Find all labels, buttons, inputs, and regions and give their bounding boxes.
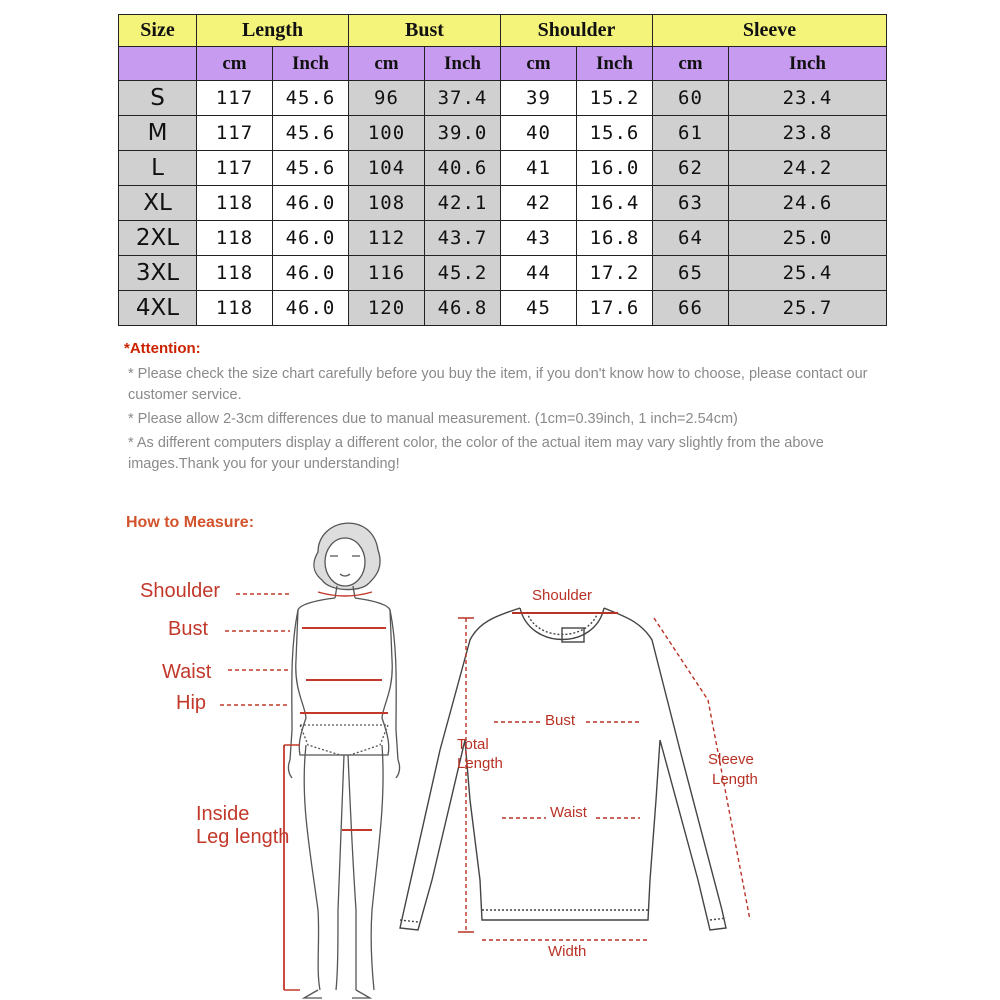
value-cell: 16.0 xyxy=(577,151,653,186)
shirt-drawing xyxy=(400,608,726,930)
value-cell: 39.0 xyxy=(425,116,501,151)
unit-header: cm xyxy=(653,47,729,81)
unit-header-blank xyxy=(119,47,197,81)
shirt-measure-lines xyxy=(458,613,750,940)
value-cell: 46.0 xyxy=(273,186,349,221)
label-total-length-1: Total xyxy=(457,736,489,753)
table-row xyxy=(119,256,887,291)
value-cell: 45.6 xyxy=(273,151,349,186)
value-cell: 42.1 xyxy=(425,186,501,221)
value-cell: 40.6 xyxy=(425,151,501,186)
value-cell: 45.2 xyxy=(425,256,501,291)
value-cell: 60 xyxy=(653,81,729,116)
value-cell: 66 xyxy=(653,291,729,326)
value-cell: 44 xyxy=(501,256,577,291)
size-cell: XL xyxy=(119,186,197,221)
value-cell: 63 xyxy=(653,186,729,221)
value-cell: 23.8 xyxy=(729,116,887,151)
attention-title: *Attention: xyxy=(124,340,201,357)
unit-header-row xyxy=(119,47,887,81)
table-row xyxy=(119,81,887,116)
table-row xyxy=(119,186,887,221)
note-measurement: * Please allow 2-3cm differences due to manual measurement. (1cm=0.39inch, 1 inch=2.54cm) xyxy=(128,411,738,427)
value-cell: 100 xyxy=(349,116,425,151)
unit-header: Inch xyxy=(577,47,653,81)
value-cell: 104 xyxy=(349,151,425,186)
value-cell: 108 xyxy=(349,186,425,221)
value-cell: 16.8 xyxy=(577,221,653,256)
value-cell: 118 xyxy=(197,221,273,256)
value-cell: 120 xyxy=(349,291,425,326)
value-cell: 64 xyxy=(653,221,729,256)
value-cell: 118 xyxy=(197,291,273,326)
value-cell: 45.6 xyxy=(273,81,349,116)
value-cell: 24.2 xyxy=(729,151,887,186)
label-shoulder-shirt: Shoulder xyxy=(532,587,593,604)
table-row xyxy=(119,221,887,256)
woman-figure xyxy=(288,523,399,998)
attention-notes xyxy=(128,364,898,478)
label-shoulder-body: Shoulder xyxy=(140,580,221,602)
label-sleeve-length-2: Length xyxy=(712,771,758,788)
value-cell: 62 xyxy=(653,151,729,186)
value-cell: 15.6 xyxy=(577,116,653,151)
table-row xyxy=(119,116,887,151)
unit-header: Inch xyxy=(273,47,349,81)
value-cell: 45 xyxy=(501,291,577,326)
value-cell: 43.7 xyxy=(425,221,501,256)
table-row xyxy=(119,291,887,326)
label-bust-shirt: Bust xyxy=(545,712,576,729)
table-row xyxy=(119,151,887,186)
size-cell: 3XL xyxy=(119,256,197,291)
size-header: Size xyxy=(119,15,197,47)
value-cell: 118 xyxy=(197,256,273,291)
size-cell: M xyxy=(119,116,197,151)
value-cell: 46.0 xyxy=(273,256,349,291)
value-cell: 42 xyxy=(501,186,577,221)
size-cell: L xyxy=(119,151,197,186)
value-cell: 46.0 xyxy=(273,291,349,326)
value-cell: 16.4 xyxy=(577,186,653,221)
value-cell: 117 xyxy=(197,81,273,116)
unit-header: cm xyxy=(501,47,577,81)
note-check-size: * Please check the size chart carefully before you buy the item, if you don't know how to choose, please contact our customer service. xyxy=(128,366,868,403)
value-cell: 25.4 xyxy=(729,256,887,291)
how-to-measure-title: How to Measure: xyxy=(126,514,255,531)
label-width-shirt: Width xyxy=(548,943,587,960)
value-cell: 15.2 xyxy=(577,81,653,116)
size-cell: 4XL xyxy=(119,291,197,326)
value-cell: 17.6 xyxy=(577,291,653,326)
size-cell: 2XL xyxy=(119,221,197,256)
label-inside-leg-2: Leg length xyxy=(196,826,290,848)
bust-header: Bust xyxy=(349,15,501,47)
value-cell: 117 xyxy=(197,116,273,151)
value-cell: 23.4 xyxy=(729,81,887,116)
value-cell: 46.8 xyxy=(425,291,501,326)
label-bust-body: Bust xyxy=(168,618,209,640)
value-cell: 24.6 xyxy=(729,186,887,221)
unit-header: cm xyxy=(349,47,425,81)
length-header: Length xyxy=(197,15,349,47)
table-header-row xyxy=(119,15,887,47)
value-cell: 43 xyxy=(501,221,577,256)
shoulder-header: Shoulder xyxy=(501,15,653,47)
value-cell: 17.2 xyxy=(577,256,653,291)
unit-header: cm xyxy=(197,47,273,81)
value-cell: 25.0 xyxy=(729,221,887,256)
size-cell: S xyxy=(119,81,197,116)
value-cell: 96 xyxy=(349,81,425,116)
value-cell: 65 xyxy=(653,256,729,291)
label-inside-leg-1: Inside xyxy=(196,803,250,825)
label-hip-body: Hip xyxy=(176,692,207,714)
size-chart-table xyxy=(118,14,887,326)
value-cell: 46.0 xyxy=(273,221,349,256)
unit-header: Inch xyxy=(729,47,887,81)
sleeve-header: Sleeve xyxy=(653,15,887,47)
value-cell: 41 xyxy=(501,151,577,186)
label-waist-body: Waist xyxy=(162,661,212,683)
value-cell: 40 xyxy=(501,116,577,151)
value-cell: 25.7 xyxy=(729,291,887,326)
measure-illustration xyxy=(0,500,1000,1000)
label-total-length-2: Length xyxy=(457,755,503,772)
label-sleeve-length-1: Sleeve xyxy=(708,751,754,768)
label-waist-shirt: Waist xyxy=(550,804,587,821)
value-cell: 117 xyxy=(197,151,273,186)
value-cell: 118 xyxy=(197,186,273,221)
value-cell: 61 xyxy=(653,116,729,151)
value-cell: 37.4 xyxy=(425,81,501,116)
note-color: * As different computers display a different color, the color of the actual item may vary slightly from the above images.Thank you for your understanding! xyxy=(128,435,824,472)
value-cell: 116 xyxy=(349,256,425,291)
value-cell: 112 xyxy=(349,221,425,256)
value-cell: 39 xyxy=(501,81,577,116)
unit-header: Inch xyxy=(425,47,501,81)
value-cell: 45.6 xyxy=(273,116,349,151)
